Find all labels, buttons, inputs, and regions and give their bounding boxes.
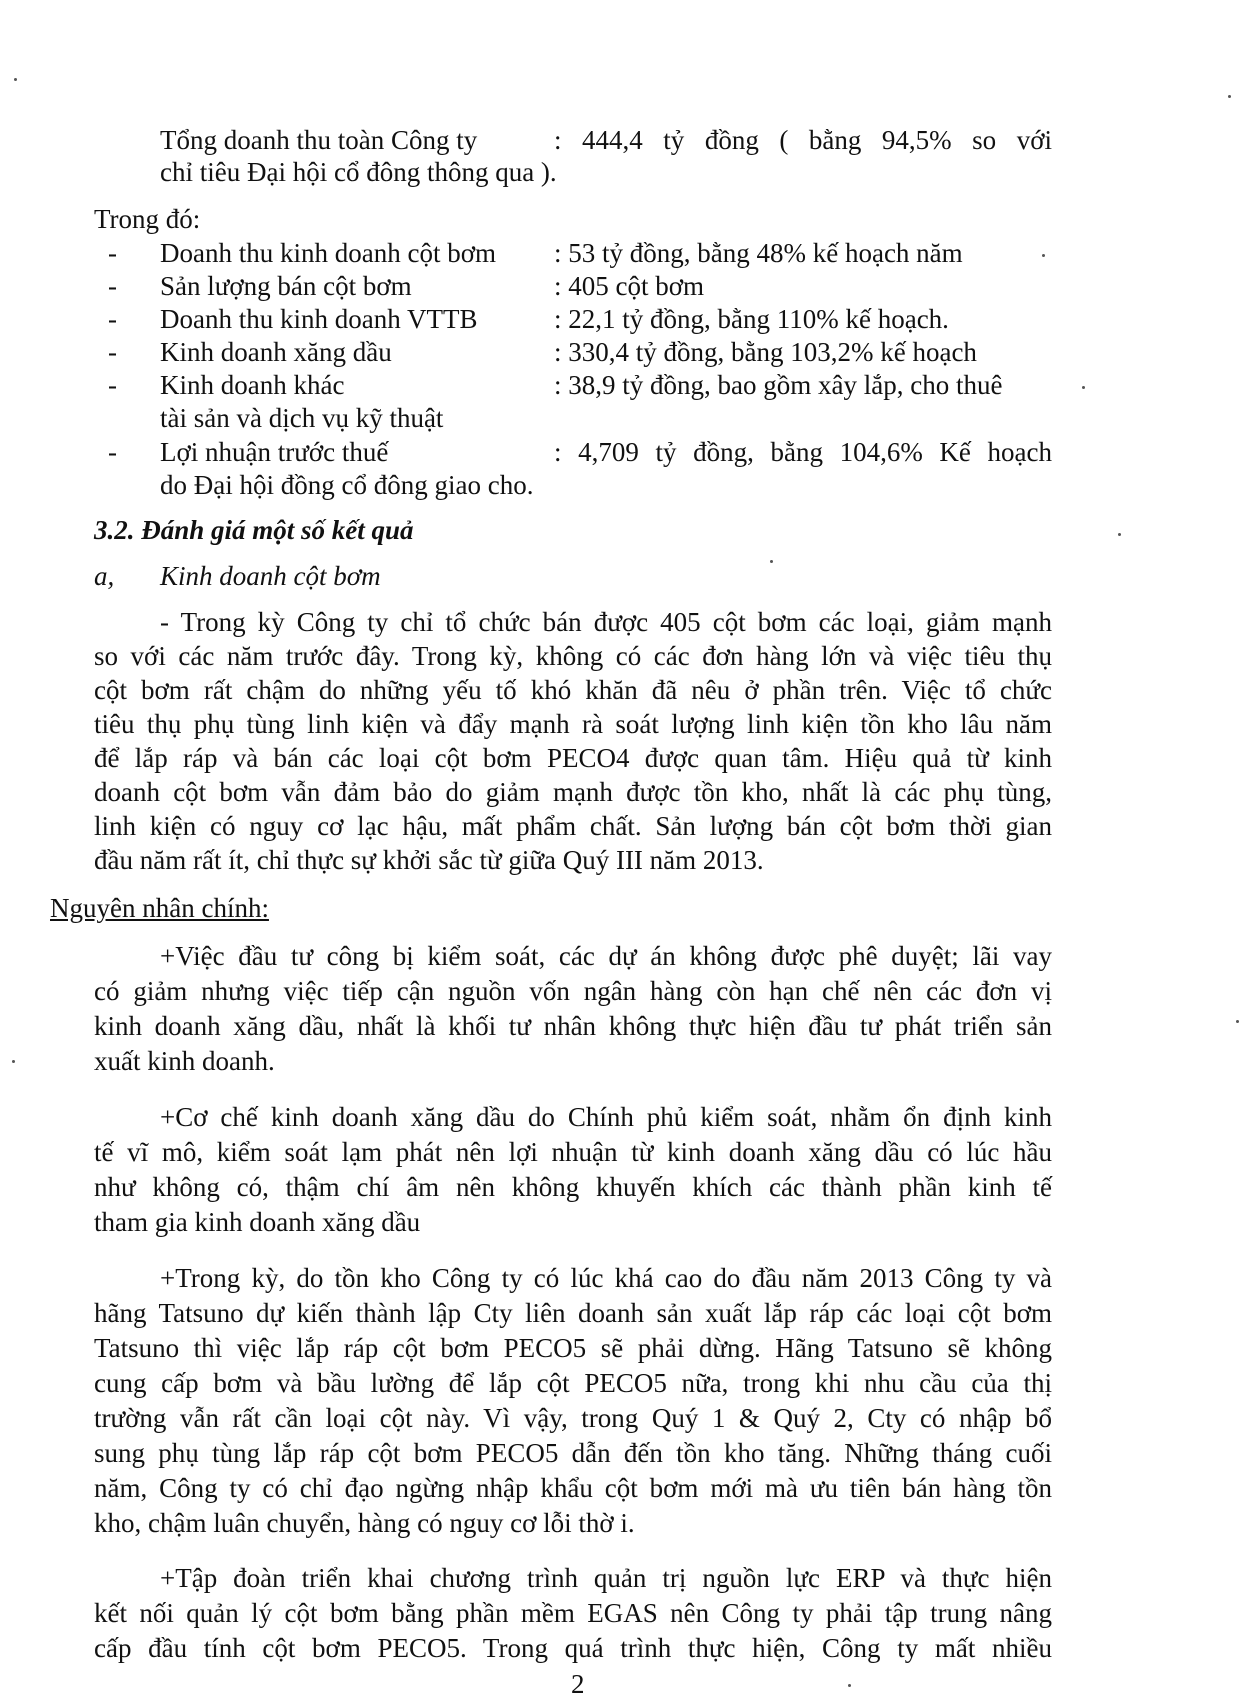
- paragraph-line: đầu năm rất ít, chỉ thực sự khởi sắc từ giữa Quý III năm 2013.: [94, 845, 764, 875]
- total-revenue-value: : 444,4 tỷ đồng ( bằng 94,5% so với: [554, 125, 1052, 155]
- paragraph-line: tiêu thụ phụ tùng linh kiện và đẩy mạnh rà soát lượng linh kiện tồn kho lâu năm: [94, 709, 1052, 739]
- paragraph-line: xuất kinh doanh.: [94, 1046, 275, 1076]
- subsection-heading: Kinh doanh cột bơm: [160, 561, 381, 591]
- causes-heading: Nguyên nhân chính:: [50, 893, 269, 923]
- total-revenue-label: Tổng doanh thu toàn Công ty: [160, 125, 478, 155]
- list-item-value: : 22,1 tỷ đồng, bằng 110% kế hoạch.: [554, 304, 949, 334]
- list-bullet: -: [108, 271, 117, 301]
- list-item-value: : 405 cột bơm: [554, 271, 705, 301]
- list-item-continuation: tài sản và dịch vụ kỹ thuật: [160, 403, 444, 433]
- list-item-continuation: do Đại hội đồng cổ đông giao cho.: [160, 470, 534, 500]
- scan-speck: [1236, 1020, 1239, 1023]
- paragraph-line: có giảm nhưng việc tiếp cận nguồn vốn ngân hàng còn hạn chế nên các đơn vị: [94, 976, 1052, 1006]
- list-item-value: : 330,4 tỷ đồng, bằng 103,2% kế hoạch: [554, 337, 977, 367]
- list-item-label: Lợi nhuận trước thuế: [160, 437, 389, 467]
- paragraph-line: doanh cột bơm vẫn đảm bảo do giảm mạnh được tồn kho, nhất là các phụ tùng,: [94, 777, 1052, 807]
- paragraph-line: - Trong kỳ Công ty chỉ tổ chức bán được 405 cột bơm các loại, giảm mạnh: [160, 607, 1052, 637]
- list-bullet: -: [108, 437, 117, 467]
- paragraph-line: kết nối quản lý cột bơm bằng phần mềm EGAS nên Công ty phải tập trung nâng: [94, 1598, 1052, 1628]
- scan-speck: [1118, 533, 1121, 536]
- list-item-label: Kinh doanh khác: [160, 370, 345, 400]
- paragraph-line: tham gia kinh doanh xăng dầu: [94, 1207, 421, 1237]
- paragraph-line: cột bơm rất chậm do những yếu tố khó khăn đã nêu ở phần trên. Việc tổ chức: [94, 675, 1052, 705]
- list-item-label: Kinh doanh xăng dầu: [160, 337, 392, 367]
- scan-speck: [1228, 95, 1231, 98]
- paragraph-line: +Trong kỳ, do tồn kho Công ty có lúc khá cao do đầu năm 2013 Công ty và: [160, 1263, 1052, 1293]
- paragraph-line: +Tập đoàn triển khai chương trình quản trị nguồn lực ERP và thực hiện: [160, 1563, 1052, 1593]
- scan-speck: [14, 78, 17, 81]
- paragraph-line: cấp đầu tính cột bơm PECO5. Trong quá trình thực hiện, Công ty mất nhiều: [94, 1633, 1052, 1663]
- list-bullet: -: [108, 304, 117, 334]
- paragraph-line: để lắp ráp và bán các loại cột bơm PECO4 được quan tâm. Hiệu quả từ kinh: [94, 743, 1052, 773]
- paragraph-line: năm, Công ty có chỉ đạo ngừng nhập khẩu cột bơm mới mà ưu tiên bán hàng tồn: [94, 1473, 1052, 1503]
- scan-speck: [1042, 254, 1045, 257]
- paragraph-line: Tatsuno thì việc lắp ráp cột bơm PECO5 sẽ phải dừng. Hãng Tatsuno sẽ không: [94, 1333, 1052, 1363]
- paragraph-line: +Việc đầu tư công bị kiểm soát, các dự án không được phê duyệt; lãi vay: [160, 941, 1052, 971]
- paragraph-line: +Cơ chế kinh doanh xăng dầu do Chính phủ kiểm soát, nhằm ổn định kinh: [160, 1102, 1052, 1132]
- page-number: 2: [571, 1669, 585, 1699]
- scan-speck: [770, 560, 773, 563]
- list-item-value: : 53 tỷ đồng, bằng 48% kế hoạch năm: [554, 238, 963, 268]
- list-item-label: Sản lượng bán cột bơm: [160, 271, 412, 301]
- scan-speck: [1082, 386, 1085, 389]
- list-bullet: -: [108, 370, 117, 400]
- paragraph-line: cung cấp bơm và bầu lường để lắp cột PECO5 nữa, trong khi nhu cầu của thị: [94, 1368, 1052, 1398]
- paragraph-line: sung phụ tùng lắp ráp cột bơm PECO5 dẫn đến tồn kho tăng. Những tháng cuối: [94, 1438, 1052, 1468]
- paragraph-line: linh kiện có nguy cơ lạc hậu, mất phẩm chất. Sản lượng bán cột bơm thời gian: [94, 811, 1052, 841]
- section-heading: 3.2. Đánh giá một số kết quả: [94, 515, 414, 545]
- list-bullet: -: [108, 337, 117, 367]
- paragraph-line: so với các năm trước đây. Trong kỳ, không có các đơn hàng lớn và việc tiêu thụ: [94, 641, 1052, 671]
- paragraph-line: như không có, thậm chí âm nên không khuyến khích các thành phần kinh tế: [94, 1172, 1052, 1202]
- paragraph-line: hãng Tatsuno dự kiến thành lập Cty liên doanh sản xuất lắp ráp các loại cột bơm: [94, 1298, 1052, 1328]
- list-item-value: : 4,709 tỷ đồng, bằng 104,6% Kế hoạch: [554, 437, 1052, 467]
- scan-speck: [848, 1684, 851, 1687]
- subsection-marker: a,: [94, 561, 115, 591]
- paragraph-line: kho, chậm luân chuyển, hàng có nguy cơ lỗi thờ i.: [94, 1508, 635, 1538]
- list-item-value: : 38,9 tỷ đồng, bao gồm xây lắp, cho thuê: [554, 370, 1003, 400]
- breakdown-heading: Trong đó:: [94, 204, 201, 234]
- total-revenue-note: chỉ tiêu Đại hội cổ đông thông qua ).: [160, 157, 557, 187]
- paragraph-line: kinh doanh xăng dầu, nhất là khối tư nhân không thực hiện đầu tư phát triển sản: [94, 1011, 1052, 1041]
- paragraph-line: trường vẫn rất cần loại cột này. Vì vậy, trong Quý 1 & Quý 2, Cty có nhập bổ: [94, 1403, 1052, 1433]
- list-item-label: Doanh thu kinh doanh cột bơm: [160, 238, 496, 268]
- list-item-label: Doanh thu kinh doanh VTTB: [160, 304, 478, 334]
- paragraph-line: tế vĩ mô, kiểm soát lạm phát nên lợi nhuận từ kinh doanh xăng dầu có lúc hầu: [94, 1137, 1052, 1167]
- scan-speck: [12, 1060, 15, 1063]
- list-bullet: -: [108, 238, 117, 268]
